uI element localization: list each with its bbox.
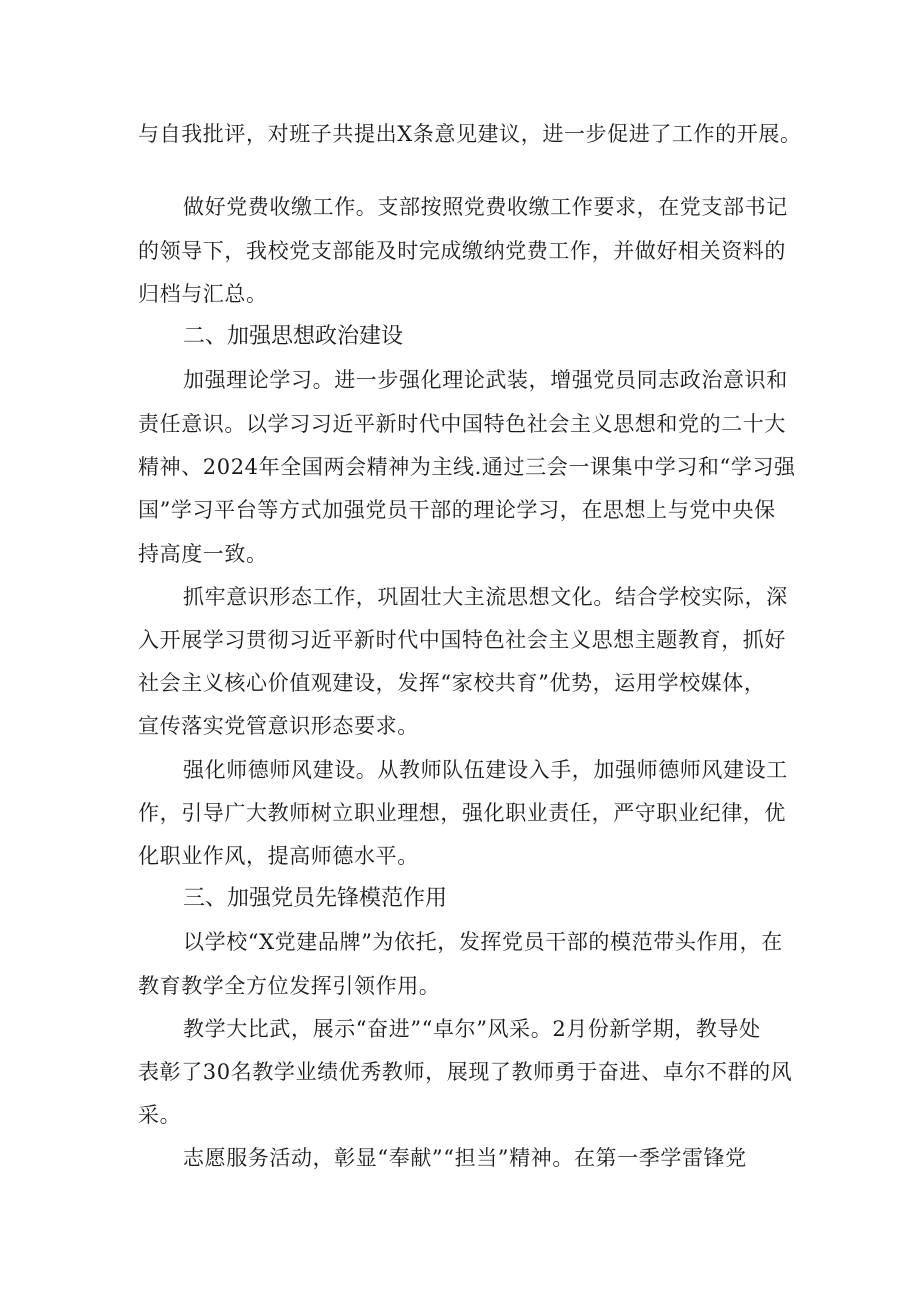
- text-line: 作，引导广大教师树立职业理想，强化职业责任，严守职业纪律，优: [138, 801, 786, 825]
- paragraph-first-line: 教学大比武，展示“奋进”“卓尔”风采。2月份新学期，教导处: [183, 1017, 761, 1041]
- text-line: 责任意识。以学习习近平新时代中国特色社会主义思想和党的二十大: [138, 412, 786, 436]
- text-line: 精神、2024年全国两会精神为主线.通过三会一课集中学习和“学习强: [138, 455, 796, 479]
- paragraph-first-line: 做好党费收缴工作。支部按照党费收缴工作要求，在党支部书记: [183, 195, 788, 219]
- text-line: 的领导下，我校党支部能及时完成缴纳党费工作，并做好相关资料的: [138, 239, 786, 263]
- text-line: 社会主义核心价值观建设，发挥“家校共育”优势，运用学校媒体，: [138, 671, 766, 695]
- section-heading: 二、加强思想政治建设: [183, 324, 404, 349]
- text-line: 化职业作风，提高师德水平。: [138, 844, 419, 868]
- paragraph-first-line: 以学校“X党建品牌”为依托，发挥党员干部的模范带头作用，在: [183, 930, 783, 954]
- section-heading: 三、加强党员先锋模范作用: [183, 886, 448, 911]
- text-line: 与自我批评，对班子共提出X条意见建议，进一步促进了工作的开展。: [138, 122, 802, 146]
- paragraph-first-line: 抓牢意识形态工作，巩固壮大主流思想文化。结合学校实际，深: [183, 585, 788, 609]
- paragraph-first-line: 加强理论学习。进一步强化理论武装，增强党员同志政治意识和: [183, 368, 788, 392]
- text-line: 表彰了30名教学业绩优秀教师，展现了教师勇于奋进、卓尔不群的风: [138, 1060, 793, 1084]
- paragraph-first-line: 强化师德师风建设。从教师队伍建设入手，加强师德师风建设工: [183, 758, 788, 782]
- text-line: 国”学习平台等方式加强党员干部的理论学习，在思想上与党中央保: [138, 498, 776, 522]
- text-line: 入开展学习贯彻习近平新时代中国特色社会主义思想主题教育，抓好: [138, 628, 786, 652]
- text-line: 持高度一致。: [138, 542, 268, 566]
- text-line: 教育教学全方位发挥引领作用。: [138, 974, 441, 998]
- text-line: 归档与汇总。: [138, 282, 268, 306]
- text-line: 采。: [138, 1103, 182, 1127]
- paragraph-first-line: 志愿服务活动，彰显“奉献”“担当”精神。在第一季学雷锋党: [183, 1146, 747, 1170]
- text-line: 宣传落实党管意识形态要求。: [138, 714, 419, 738]
